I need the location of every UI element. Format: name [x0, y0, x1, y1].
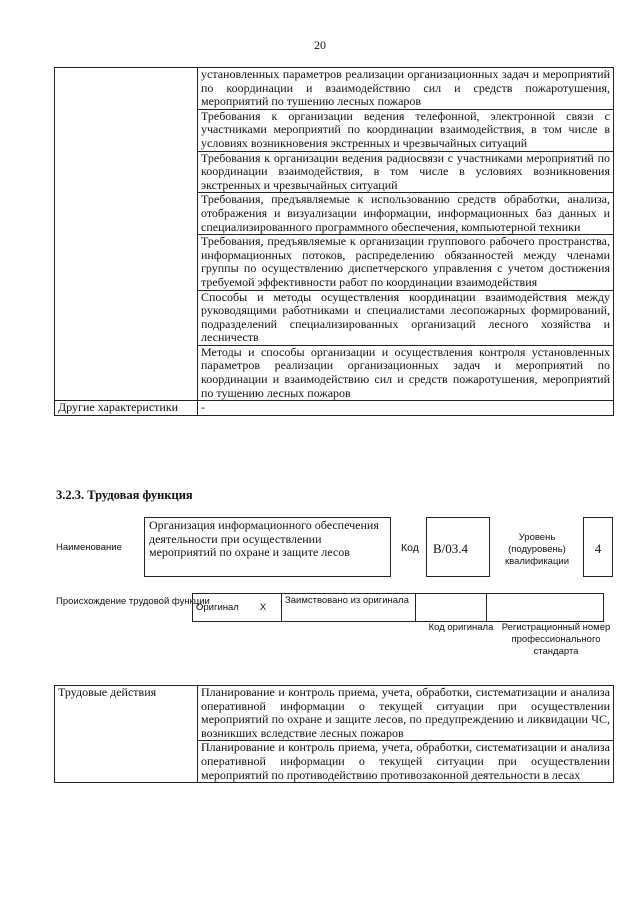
labor-actions-table	[54, 685, 614, 783]
table-cell: Методы и способы организации и осуществления контроля установленных параметров реализации организационных задач и мероприятий по координации и взаимодействию сил и средств пожаротушения, мероприятий по тушению лесных пожаров	[198, 345, 614, 400]
function-name-box: Организация информационного обеспечения деятельности при осуществлении мероприятий по охране и защите лесов	[144, 517, 391, 577]
table-cell: Способы и методы осуществления координации взаимодействия между руководящими работниками и специалистами лесопожарных формирований, подразделений специализированных организаций лесного хозяйства и лесничеств	[198, 290, 614, 345]
page-number: 20	[314, 38, 326, 52]
table-row	[55, 401, 614, 416]
code-value-box: B/03.4	[426, 517, 490, 577]
table-row	[193, 594, 604, 622]
original-label: Оригинал	[193, 594, 246, 622]
table-cell: установленных параметров реализации организационных задач и мероприятий по координации и взаимодействию сил и средств пожаротушения, мероприятий по тушению лесных пожаров	[198, 68, 614, 110]
table-cell: Требования, предъявляемые к использованию средств обработки, анализа, отображения и визуализации информации, информационных баз данных и специализированного программного обеспечения, компьютерной техники	[198, 193, 614, 235]
knowledge-table	[54, 67, 614, 416]
origin-label: Происхождение трудовой функции	[56, 596, 210, 607]
table-row	[55, 68, 614, 110]
table-row	[55, 686, 614, 741]
other-characteristics-value: -	[198, 401, 614, 416]
origin-table	[192, 593, 604, 622]
table-left-cell	[55, 68, 198, 401]
reg-number-cell	[487, 594, 604, 622]
table-cell: Планирование и контроль приема, учета, обработки, систематизации и анализа оперативной информации о текущей ситуации при осуществлении мероприятий по противодействию противозаконной деятельности в лесах	[198, 741, 614, 783]
table-cell: Требования к организации ведения телефонной, электронной связи с участниками мероприятий по координации взаимодействия, в том числе в условиях возникновения экстренных и чрезвычайных ситуаций	[198, 109, 614, 151]
labor-actions-label: Трудовые действия	[55, 686, 198, 783]
reg-number-label: Регистрационный номер профессионального стандарта	[501, 622, 611, 657]
code-label: Код	[401, 542, 419, 554]
code-original-label: Код оригинала	[428, 622, 494, 633]
code-original-cell	[416, 594, 487, 622]
original-mark: X	[245, 594, 282, 622]
table-cell: Требования к организации ведения радиосвязи с участниками мероприятий по координации взаимодействия, в том числе в условиях возникновения экстренных и чрезвычайных ситуаций	[198, 151, 614, 193]
other-characteristics-label: Другие характеристики	[55, 401, 198, 416]
table-cell: Требования, предъявляемые к организации группового рабочего пространства, информационных потоков, распределению обязанностей между членами группы по осуществлению диспетчерского управления с учетом достижения требуемой эффективности работ по координации взаимодействия	[198, 235, 614, 290]
borrowed-label: Заимствовано из оригинала	[282, 594, 416, 622]
section-title: 3.2.3. Трудовая функция	[56, 488, 193, 502]
level-label: Уровень (подуровень) квалификации	[504, 532, 570, 567]
table-cell: Планирование и контроль приема, учета, обработки, систематизации и анализа оперативной информации о текущей ситуации при осуществлении мероприятий по охране и защите лесов, по предупреждению и ликвидации ЧС, возникших вследствие лесных пожаров	[198, 686, 614, 741]
level-value-box: 4	[583, 517, 613, 577]
name-label: Наименование	[56, 542, 122, 553]
